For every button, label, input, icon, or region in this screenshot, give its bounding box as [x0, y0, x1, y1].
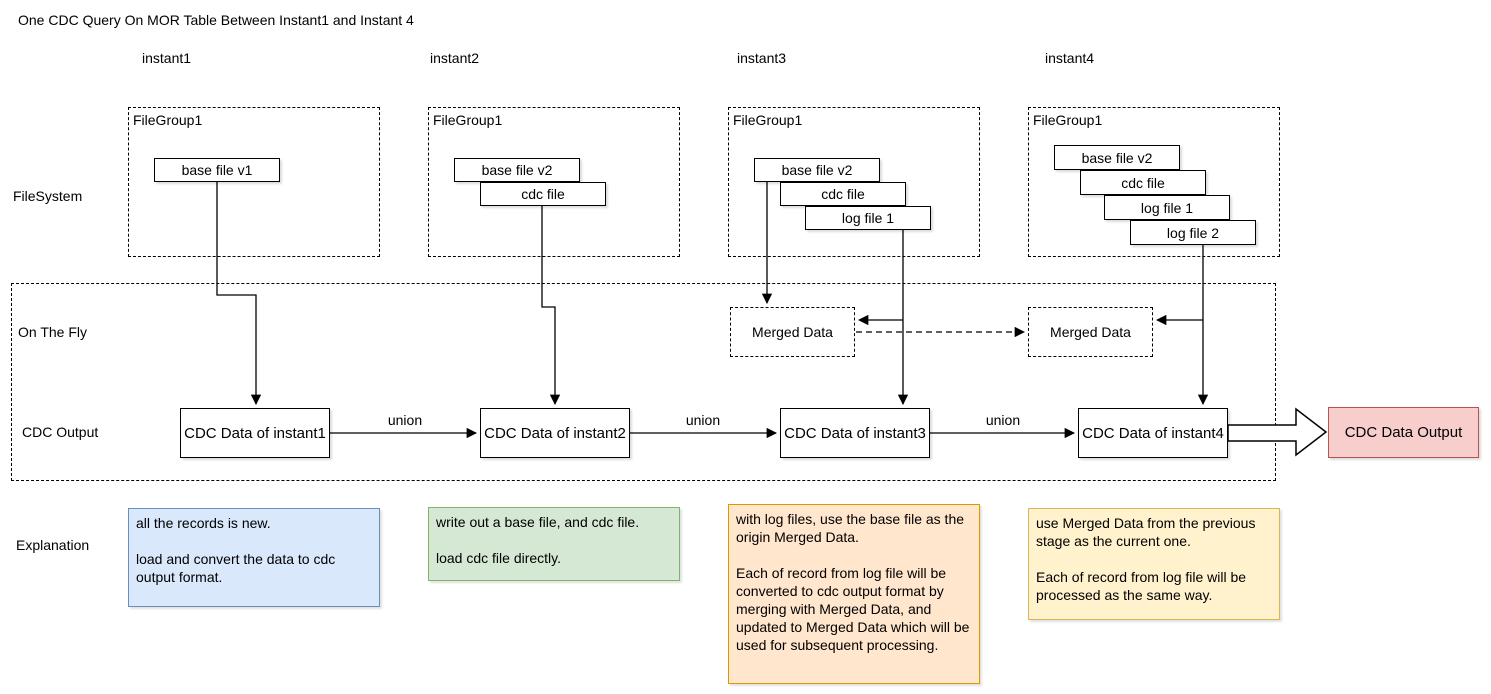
note-paragraph: all the records is new.	[136, 515, 271, 531]
explanation-note-instant2	[428, 507, 680, 581]
column-label-instant1: instant1	[142, 50, 192, 66]
file-box-base-file-v2: base file v2	[454, 158, 580, 182]
merged-data-box-instant3: Merged Data	[730, 307, 855, 357]
file-box-base-file-v1: base file v1	[154, 158, 280, 182]
note-paragraph: write out a base file, and cdc file.	[436, 514, 640, 530]
filegroup-label: FileGroup1	[133, 112, 203, 128]
cdc-data-box-instant3: CDC Data of instant3	[780, 408, 930, 458]
note-paragraph: Each of record from log file will be processed as the same way.	[1036, 569, 1247, 603]
note-paragraph: Each of record from log file will be converted to cdc output format by merging with Merged Data, and updated to Merged Data which will be used for subsequent processing.	[736, 565, 970, 653]
column-label-instant2: instant2	[430, 50, 480, 66]
cdc-data-box-instant1: CDC Data of instant1	[180, 408, 330, 458]
filegroup-label: FileGroup1	[733, 112, 803, 128]
cdc-data-box-instant2: CDC Data of instant2	[480, 408, 630, 458]
file-box-log-file-2: log file 2	[1130, 220, 1256, 245]
column-label-instant4: instant4	[1045, 50, 1095, 66]
row-label-on-the-fly: On The Fly	[18, 324, 87, 340]
union-label-1: union	[387, 412, 423, 428]
merged-data-box-instant4: Merged Data	[1028, 307, 1153, 357]
filegroup-label: FileGroup1	[1033, 112, 1103, 128]
file-box-log-file-1: log file 1	[805, 206, 931, 230]
union-label-2: union	[685, 412, 721, 428]
row-label-filesystem: FileSystem	[13, 188, 83, 204]
note-paragraph: load and convert the data to cdc output format.	[136, 551, 336, 585]
row-label-explanation: Explanation	[16, 537, 90, 553]
note-paragraph: with log files, use the base file as the origin Merged Data.	[736, 511, 965, 545]
file-box-cdc-file: cdc file	[780, 182, 906, 206]
explanation-note-instant1	[128, 508, 380, 607]
filegroup-label: FileGroup1	[433, 112, 503, 128]
row-label-cdc-output: CDC Output	[22, 424, 99, 440]
explanation-note-instant4	[1028, 508, 1280, 620]
column-label-instant3: instant3	[737, 50, 787, 66]
explanation-note-instant3	[728, 504, 980, 684]
filegroup-box-instant1	[128, 107, 380, 257]
file-box-cdc-file: cdc file	[480, 182, 606, 206]
cdc-data-output-box: CDC Data Output	[1328, 407, 1479, 458]
note-paragraph: load cdc file directly.	[436, 550, 562, 566]
cdc-data-box-instant4: CDC Data of instant4	[1078, 408, 1228, 458]
file-box-base-file-v2: base file v2	[754, 158, 880, 182]
file-box-base-file-v2: base file v2	[1054, 145, 1180, 170]
note-paragraph: use Merged Data from the previous stage as the current one.	[1036, 515, 1256, 549]
diagram-title: One CDC Query On MOR Table Between Instant1 and Instant 4	[18, 12, 414, 28]
file-box-log-file-1: log file 1	[1104, 195, 1230, 220]
union-label-3: union	[985, 412, 1021, 428]
file-box-cdc-file: cdc file	[1080, 170, 1206, 195]
